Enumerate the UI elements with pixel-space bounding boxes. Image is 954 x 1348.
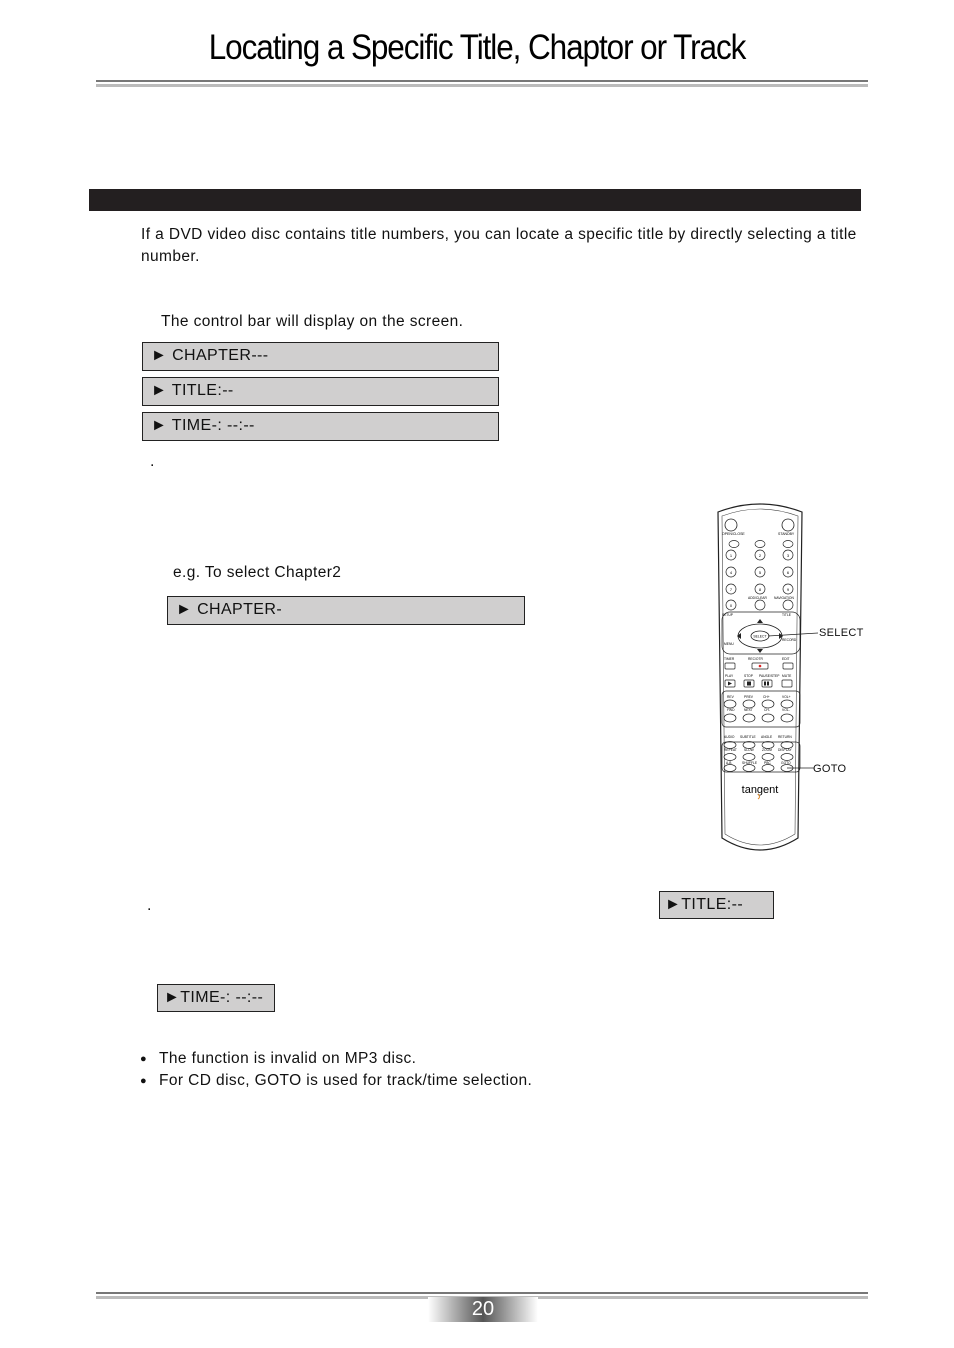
intro-paragraph: If a DVD video disc contains title numbers, you can locate a specific title by directly selecting a title number. [141,226,857,265]
standby-label: STANDBY [778,532,795,536]
subtitle-label: SUBTITLE [740,735,756,739]
note-item [140,1048,532,1070]
slow-label: SLOW [744,748,754,752]
setup-label: SETUP [722,613,733,617]
open-close-label: OPEN/CLOSE [722,532,745,536]
key-1: 1 [729,553,733,558]
fwd-label: FWD [727,708,735,712]
time-bar: ► TIME-: --:-- [142,412,499,441]
key-9: 9 [786,587,790,592]
note-item [140,1070,532,1092]
next-label: NEXT [744,708,753,712]
select-key-label: SELECT [753,634,767,639]
audio-label: AUDIO [724,735,735,739]
ch-plus-label: CH+ [763,695,770,699]
stray-dot: . [150,453,155,470]
vol-minus-label: VOL- [782,708,790,712]
select-callout: SELECT [819,627,864,639]
key-6: 6 [786,570,790,575]
pbc-label: PBC [764,761,771,765]
play-label: PLAY [725,674,734,678]
key-7: 7 [729,587,733,592]
time-bar-small: ►TIME-: --:-- [157,984,275,1012]
mute-label: MUTE [782,674,792,678]
goto-key-label: GOTO [781,761,791,765]
record-label: RECORD [782,638,797,642]
page-number: 20 [471,1298,495,1320]
angle-label: ANGLE [761,735,773,739]
ch-minus-label: CH- [764,708,770,712]
rec-otr-label: REC/OTR [748,657,763,661]
key-2: 2 [758,553,762,558]
remote-control-drawing [700,498,830,858]
navigation-label: NAVIGATION [774,596,794,600]
return-label: RETURN [778,735,792,739]
title-bar-small: ►TITLE:-- [659,891,774,919]
stop-label: STOP [744,674,753,678]
chapter-bar: ► CHAPTER--- [142,342,499,371]
key-3: 3 [786,553,790,558]
note-text: For CD disc, GOTO is used for track/time selection. [159,1072,533,1089]
add-clear-label: ADD/CLEAR [748,596,767,600]
key-8: 8 [758,587,762,592]
stray-dot-2: . [147,897,152,914]
key-0: 0 [729,603,733,608]
header-rule [96,80,868,87]
display-label: DISPLAY [778,748,792,752]
pause-label: PAUSE/STEP [759,674,780,678]
title-bar: ► TITLE:-- [142,377,499,406]
key-4: 4 [729,570,733,575]
key-5: 5 [758,570,762,575]
a-b-label: A-B [726,761,732,765]
menu-label: MENU [724,642,734,646]
section-header-bar [89,189,861,211]
prev-label: PREV [744,695,753,699]
vol-plus-label: VOL+ [782,695,791,699]
bullet-icon: ● [140,1053,148,1065]
rev-label: REV [727,695,734,699]
page-title: Locating a Specific Title, Chaptor or Track [208,28,746,67]
notes-list [140,1048,532,1092]
edit-label: EDIT [782,657,790,661]
bullet-icon: ● [140,1075,148,1087]
zoom-label: ZOOM [762,748,772,752]
goto-callout: GOTO [813,763,847,775]
repeat-label: REPEAT [724,748,737,752]
shuffle-label: SHUFFLE [742,761,758,765]
title-key-label: TITLE [782,613,791,617]
brand-logo: tangent [741,784,779,796]
timer-label: TIMER [724,657,735,661]
control-bar-note: The control bar will display on the screen. [161,313,464,330]
example-label: e.g. To select Chapter2 [173,564,342,581]
note-text: The function is invalid on MP3 disc. [159,1050,417,1067]
remote-control-illustration [700,498,830,858]
example-chapter-bar: ► CHAPTER- [167,596,525,625]
